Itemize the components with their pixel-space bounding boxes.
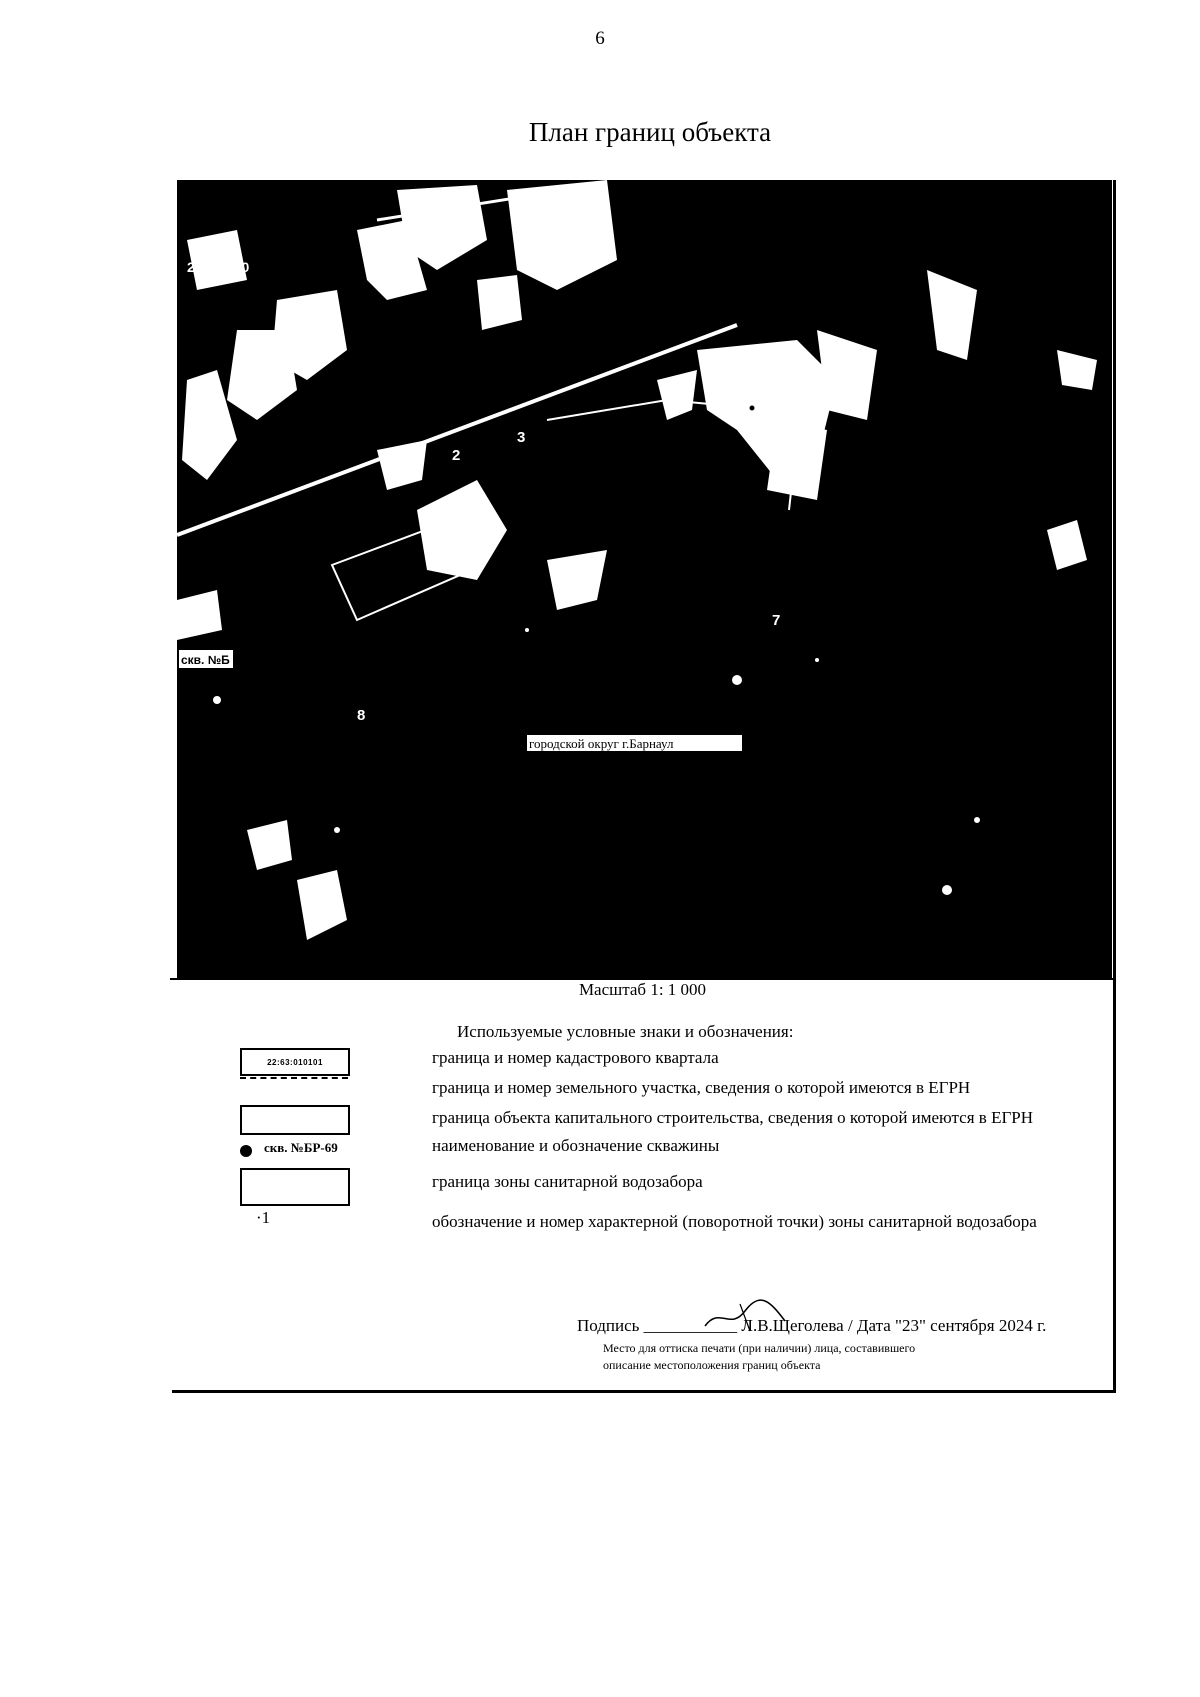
frame-bottom-border bbox=[172, 1390, 1116, 1393]
legend-quarter-symbol-text: 22:63:010101 bbox=[267, 1057, 323, 1067]
legend-item-well: наименование и обозначение скважины bbox=[432, 1136, 720, 1155]
legend-item-point: обозначение и номер характерной (поворотной точки) зоны санитарной водозабора bbox=[432, 1212, 1037, 1231]
page-number: 6 bbox=[595, 28, 605, 49]
point-label-5: 5 bbox=[737, 405, 746, 422]
stamp-note-line-1: Место для оттиска печати (при наличии) лица, составившего bbox=[603, 1341, 916, 1355]
signature-line: Подпись ___________ Л.В.Щеголева / Дата "23" сентября 2024 г. bbox=[577, 1316, 1047, 1335]
stamp-note bbox=[603, 1340, 915, 1374]
legend-item-building: граница объекта капитального строительства, сведения о которой имеются в ЕГРН bbox=[432, 1108, 1034, 1127]
point-label-3: 3 bbox=[517, 429, 526, 446]
point-label-8: 8 bbox=[357, 707, 366, 724]
document-title: План границ объекта bbox=[528, 117, 772, 147]
map-quarter-label: 22 63 030 bbox=[187, 259, 250, 275]
satellite-map-graphic bbox=[177, 180, 1112, 978]
legend-item-land-plot: граница и номер земельного участка, сведения о которой имеются в ЕГРН bbox=[432, 1078, 971, 1097]
legend-quarter-symbol bbox=[240, 1048, 350, 1076]
point-label-6: 6 bbox=[797, 449, 806, 466]
legend-land-plot-line bbox=[240, 1077, 348, 1079]
boundary-point-marker bbox=[749, 405, 755, 411]
map-district-label: городской округ г.Барнаул bbox=[529, 736, 674, 751]
legend-heading: Используемые условные знаки и обозначения: bbox=[457, 1022, 794, 1041]
map-scale: Масштаб 1: 1 000 bbox=[578, 980, 707, 999]
map-well-label: скв. №Б bbox=[181, 653, 230, 667]
frame-right-border bbox=[1113, 180, 1116, 1392]
legend-building-symbol bbox=[240, 1105, 350, 1135]
legend-item-zone: граница зоны санитарной водозабора bbox=[432, 1172, 703, 1191]
legend-point-symbol: ·1 bbox=[256, 1208, 271, 1227]
map-image bbox=[177, 180, 1112, 978]
legend-well-dot-icon bbox=[240, 1145, 252, 1157]
stamp-note-line-2: описание местоположения границ объекта bbox=[603, 1358, 821, 1372]
point-label-2: 2 bbox=[452, 447, 461, 464]
legend-item-quarter: граница и номер кадастрового квартала bbox=[432, 1048, 719, 1067]
point-label-7: 7 bbox=[772, 612, 781, 629]
legend-well-symbol-text: скв. №БР-69 bbox=[264, 1140, 338, 1155]
legend-zone-symbol bbox=[240, 1168, 350, 1206]
point-label-4: 4 bbox=[672, 401, 681, 418]
